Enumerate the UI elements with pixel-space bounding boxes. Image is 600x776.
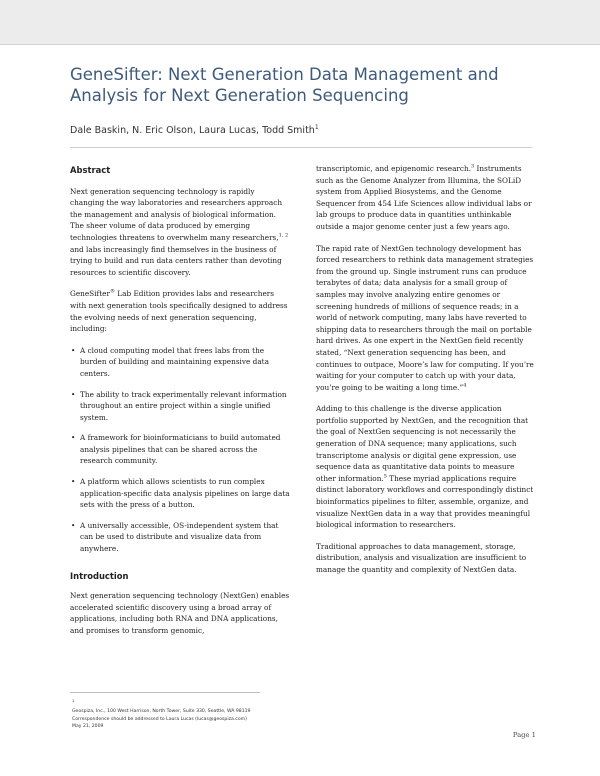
affiliation-mark: 1: [314, 124, 319, 131]
footnote-mark: 1: [72, 698, 75, 703]
citation-ref: 3: [471, 163, 475, 170]
list-item: [70, 432, 290, 467]
body-paragraph-1: [316, 163, 534, 233]
list-item-text: A platform which allows scientists to run complex application-specific data analysis pipelines on large data sets with the press of a button.: [80, 477, 290, 510]
body-paragraph-3: [316, 403, 534, 531]
list-item-text: A universally accessible, OS-independent system that can be used to distribute and visualize data from anywhere.: [80, 520, 279, 554]
citation-ref: 5: [383, 473, 387, 480]
abstract-heading: Abstract: [70, 165, 111, 175]
feature-list: [70, 345, 290, 555]
introduction-heading: Introduction: [70, 570, 129, 581]
bullet-icon: •: [71, 389, 76, 399]
footnote-address: Geospiza, Inc., 100 West Harrison, North Tower, Suite 330, Seattle, WA 98119: [72, 709, 251, 715]
left-column: [70, 165, 290, 647]
footnote-correspondence: Correspondence should be addressed to Laura Lucas (lucas@geospiza.com): [72, 716, 247, 722]
product-name: GeneSifter: [70, 289, 110, 299]
abstract-p1-text: Next generation sequencing technology is rapidly changing the way laboratories and researchers approach the management and analysis of biological information. The sheer volume of data produced by emerging technologies threatens to overwhelm many researchers,: [70, 186, 283, 242]
abstract-p1-tail: and labs increasingly find themselves in the business of trying to build and run data centers rather than devoting resources to scientific discovery.: [70, 244, 282, 277]
body-paragraph-4: Traditional approaches to data management, storage, distribution, analysis and visualization are insufficient to manage the quantity and complexity of NextGen data.: [316, 541, 527, 574]
footnote: [72, 697, 332, 731]
bullet-icon: •: [71, 345, 76, 355]
author-list: [70, 124, 319, 136]
bullet-icon: •: [71, 433, 76, 443]
right-column: [316, 163, 534, 586]
footnote-date: May 21, 2009: [72, 724, 104, 730]
body-p3-tail: These myriad applications require distinct laboratory workflows and correspondingly distinct bioinformatics pipelines to filter, assemble, organize, and visualize NextGen data in a way that provides meaningful biological information to researchers.: [316, 473, 534, 530]
title-divider: [70, 147, 532, 148]
body-paragraph-2: [316, 243, 534, 394]
page-number: Page 1: [512, 731, 536, 739]
list-item-text: A framework for bioinformaticians to build automated analysis pipelines that can be shared across the research community.: [80, 433, 281, 466]
header-band: [0, 0, 600, 45]
body-p1-tail: Instruments such as the Genome Analyzer from Illumina, the SOLiD system from Applied Biosystems, and the Genome Sequencer from 454 Life Sciences allow individual labs or lab groups to produce data in quantities unthinkable outside a major genome center just a few years ago.: [316, 164, 532, 231]
body-p3-text: Adding to this challenge is the diverse application portfolio supported by NextGen, and the recognition that the goal of NextGen sequencing is not necessarily the generation of DNA sequence; many applications, such transcriptome analysis or digital gene expression, use sequence data as quantitative data points to measure other information.: [316, 404, 529, 483]
body-p1-text: transcriptomic, and epigenomic research.: [316, 164, 472, 173]
citation-ref: 1, 2: [278, 232, 289, 239]
list-item: [70, 520, 290, 555]
list-item: [70, 345, 290, 380]
author-names: Dale Baskin, N. Eric Olson, Laura Lucas, Todd Smith: [70, 125, 315, 137]
footnote-divider: [70, 692, 260, 693]
list-item: [70, 476, 290, 511]
paper-title: GeneSifter: Next Generation Data Management and Analysis for Next Generation Sequencing: [70, 65, 499, 105]
list-item-text: The ability to track experimentally relevant information throughout an entire project within a single unified system.: [80, 389, 287, 422]
footnote-affiliation: [72, 697, 332, 716]
citation-ref: 4: [463, 382, 467, 389]
abstract-paragraph-1: [70, 186, 290, 279]
bullet-icon: •: [71, 477, 76, 487]
registered-mark: ®: [109, 288, 115, 295]
abstract-paragraph-2: [70, 288, 290, 334]
body-p2-text: The rapid rate of NextGen technology development has forced researchers to rethink data management strategies from the ground up. Single instrument runs can produce terabytes of data; data analysis for a small group of samples may involve analyzing entire genomes or screening hundreds of millions of sequence reads; in a world of network computing, many labs have reverted to shipping data to researchers through the mail on portable hard drives. As one expert in the NextGen field recently stated, “Next generation sequencing has been, and continues to outpace, Moore’s law for computing. If you’re waiting for your computer to catch up with your data, you’re going to be waiting a long time.”: [316, 243, 534, 392]
abstract-p2-text: Lab Edition provides labs and researchers with next generation tools specifically designed to address the evolving needs of next generation sequencing, including:: [70, 289, 288, 334]
list-item: [70, 389, 290, 424]
list-item-text: A cloud computing model that frees labs from the burden of building and maintaining expensive data centers.: [80, 345, 269, 378]
bullet-icon: •: [71, 520, 76, 530]
introduction-paragraph-1: Next generation sequencing technology (NextGen) enables accelerated scientific discovery using a broad array of applications, including both RNA and DNA applications, and promises to transform genomic,: [70, 591, 290, 635]
